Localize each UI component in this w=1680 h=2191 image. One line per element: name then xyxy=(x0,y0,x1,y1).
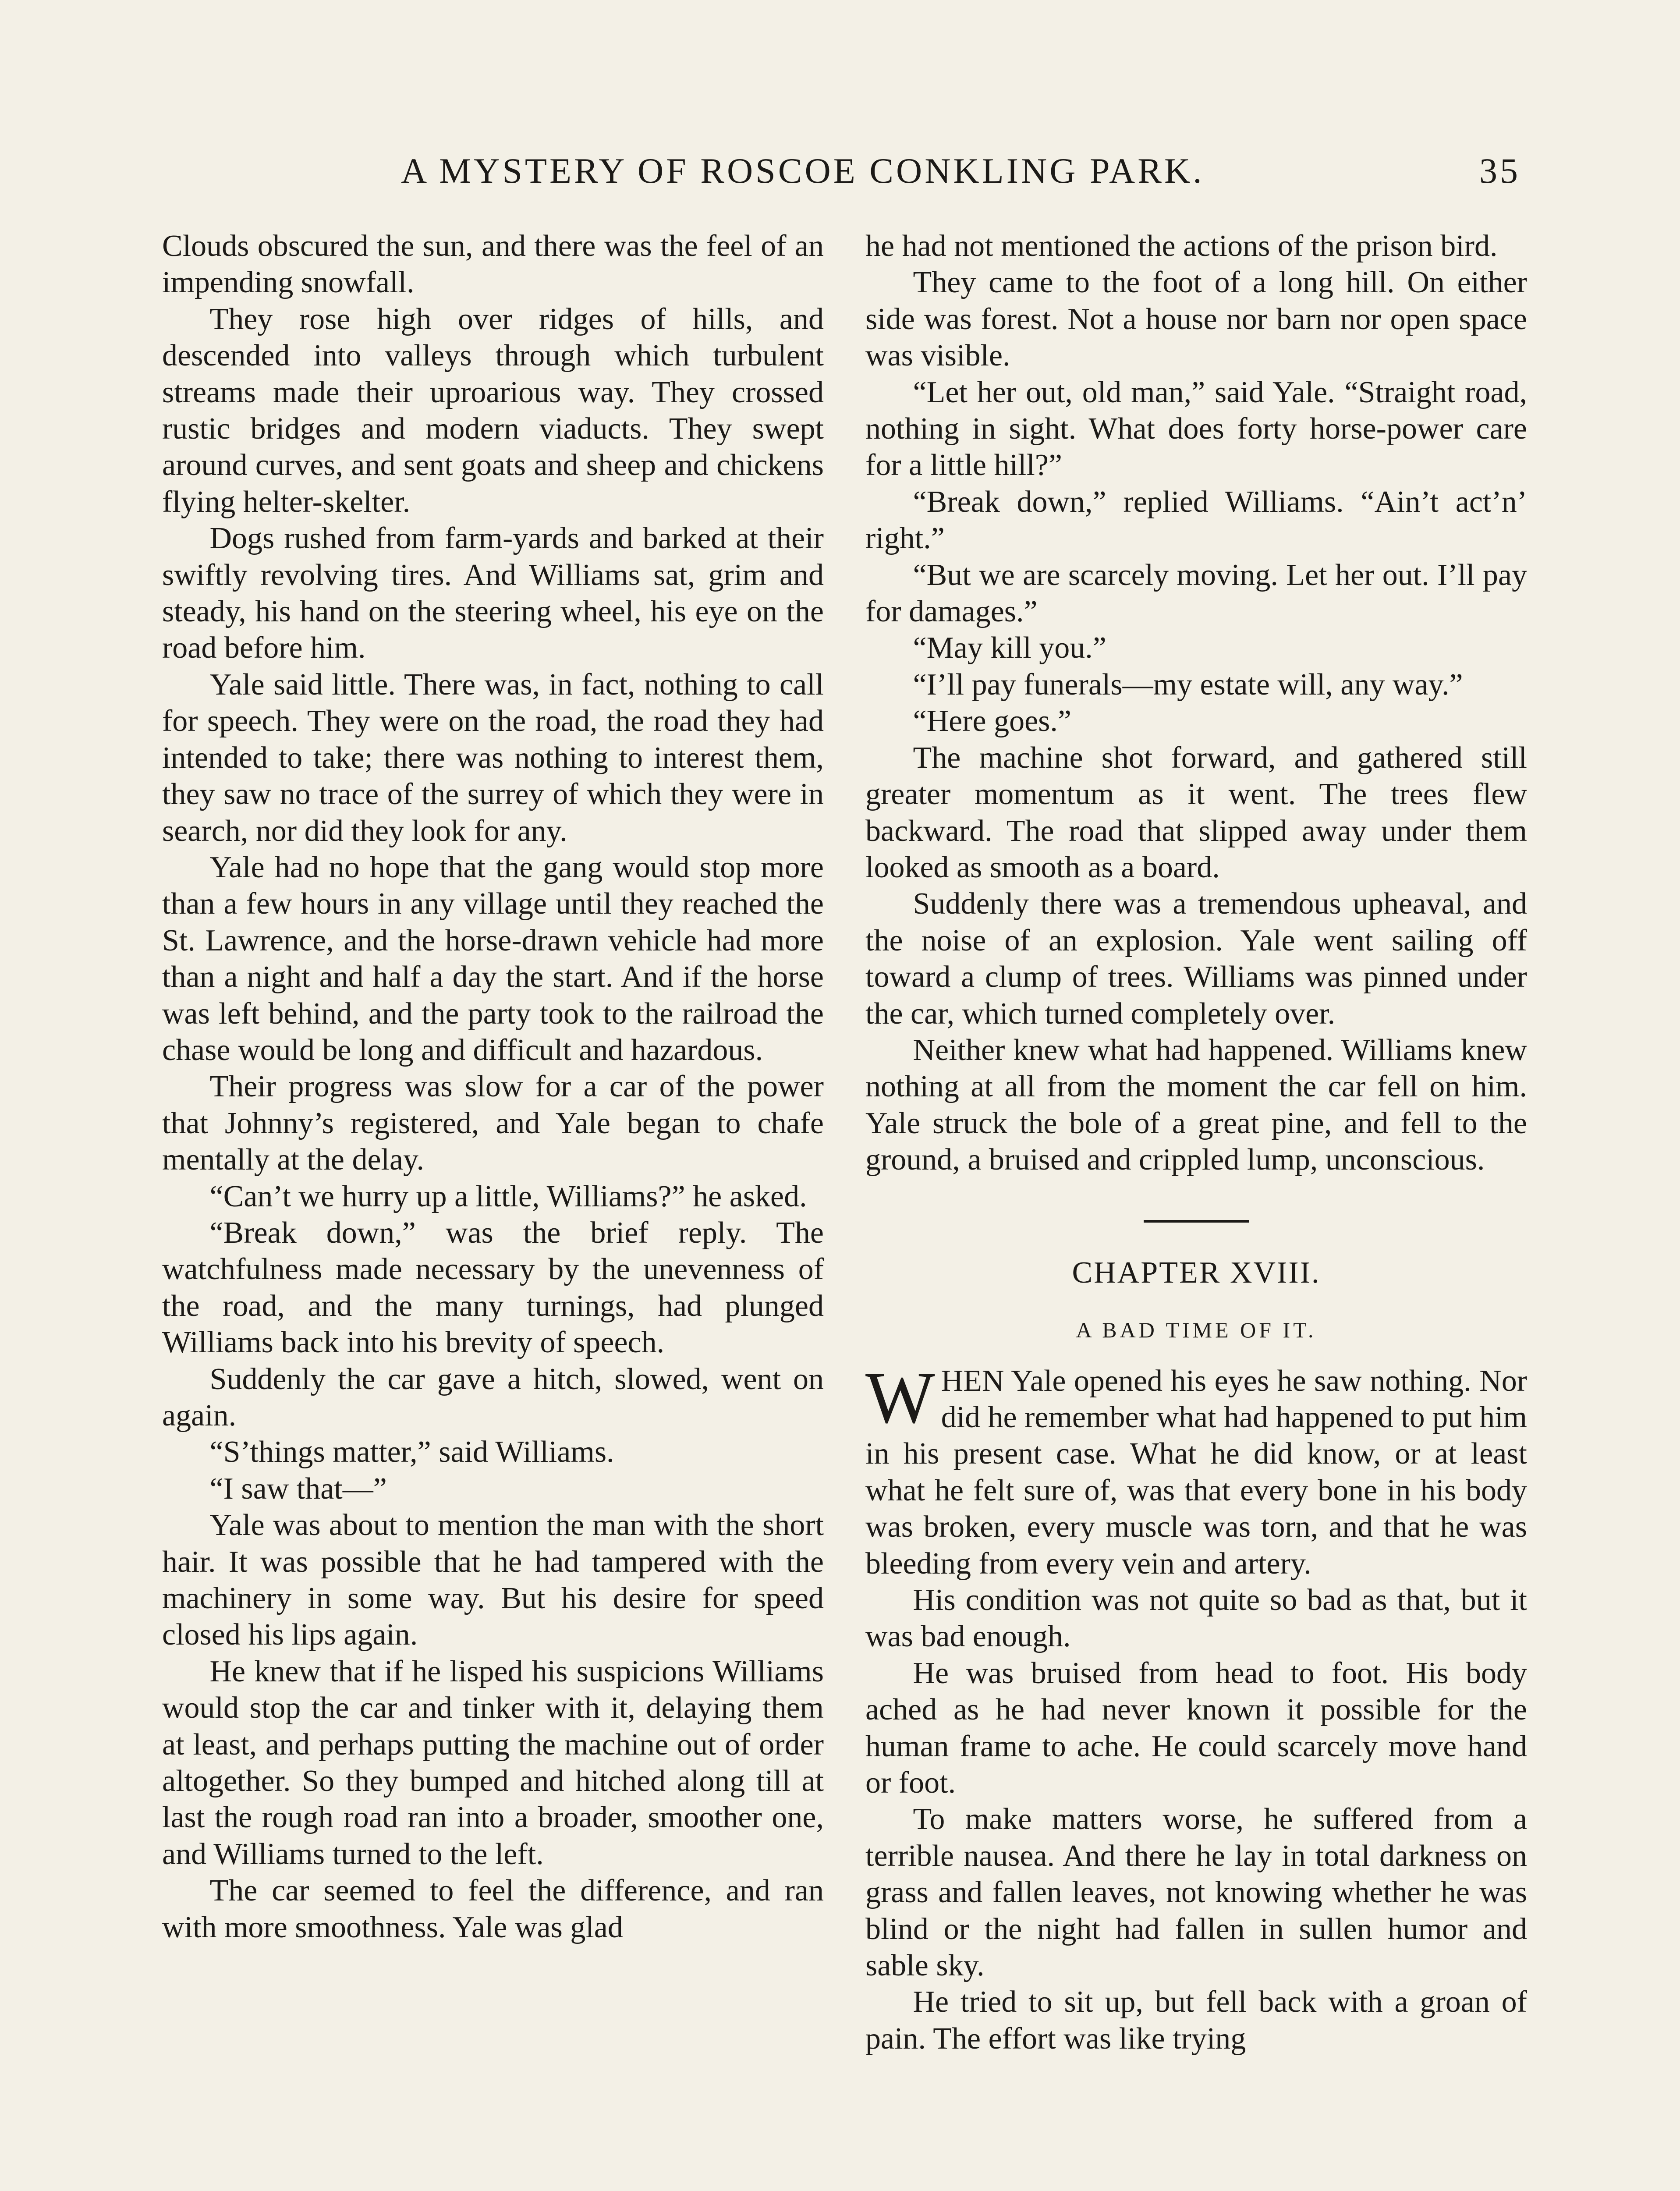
paragraph: Dogs rushed from farm-yards and barked at their swiftly revolving tires. And Williams sat, grim and steady, his hand on the steering wheel, his eye on the road before him. xyxy=(162,521,824,665)
chapter-subtitle: A BAD TIME OF IT. xyxy=(1076,1317,1317,1342)
paragraph: Neither knew what had happened. Williams knew nothing at all from the moment the car fell on him. Yale struck the bole of a great pine, and fell to the ground, a bruised and crippled lump, unconscious. xyxy=(865,1033,1527,1177)
paragraph: “Let her out, old man,” said Yale. “Straight road, nothing in sight. What does forty horse-power care for a little hill?” xyxy=(865,375,1527,482)
right-column xyxy=(865,228,1527,2057)
paragraph: “But we are scarcely moving. Let her out. I’ll pay for damages.” xyxy=(865,558,1527,629)
paragraph: “Break down,” replied Williams. “Ain’t act’n’ right.” xyxy=(865,485,1527,556)
paragraph: Yale was about to mention the man with the short hair. It was possible that he had tampered with the machinery in some way. But his desire for speed closed his lips again. xyxy=(162,1508,824,1652)
paragraph: “May kill you.” xyxy=(913,631,1106,665)
paragraph: Suddenly there was a tremendous upheaval, and the noise of an explosion. Yale went sailing off toward a clump of trees. Williams was pinned under the car, which turned completely over. xyxy=(865,887,1527,1031)
left-column xyxy=(162,228,824,1946)
right-column-top-text xyxy=(865,228,1527,1178)
paragraph: They came to the foot of a long hill. On either side was forest. Not a house nor barn nor open space was visible. xyxy=(865,266,1527,373)
right-column-bottom-text xyxy=(865,1582,1527,2057)
section-divider xyxy=(1144,1220,1249,1223)
drop-cap: W xyxy=(865,1357,935,1439)
paragraph: Their progress was slow for a car of the power that Johnny’s registered, and Yale began to chafe mentally at the delay. xyxy=(162,1070,824,1177)
paragraph: He knew that if he lisped his suspicions Williams would stop the car and tinker with it, delaying them at least, and perhaps putting the machine out of order altogether. So they bumped and hitched along till at last the rough road ran into a broader, smoother one, and Williams turned to the left. xyxy=(162,1654,824,1871)
paragraph: “Break down,” was the brief reply. The watchfulness made necessary by the unevenness of the road, and the many turnings, had plunged Williams back into his brevity of speech. xyxy=(162,1216,824,1360)
paragraph: To make matters worse, he suffered from a terrible nausea. And there he lay in total darkness on grass and fallen leaves, not knowing whether he was blind or the night had fallen in sullen humor and sable sky. xyxy=(865,1802,1527,1983)
paragraph: “I’ll pay funerals—my estate will, any way.” xyxy=(913,667,1463,702)
paragraph: He tried to sit up, but fell back with a groan of pain. The effort was like trying xyxy=(865,1985,1527,2056)
chapter-opening-paragraph xyxy=(865,1357,1527,1582)
paragraph: “Can’t we hurry up a little, Williams?” he asked. xyxy=(209,1179,807,1213)
opening-paragraph-text: HEN Yale opened his eyes he saw nothing. Nor did he remember what had happened to put him in his present case. What he did know, or at least what he felt sure of, was that every bone in his body was broken, every muscle was torn, and that he was bleeding from every vein and artery. xyxy=(865,1364,1527,1581)
paragraph: he had not mentioned the actions of the prison bird. xyxy=(865,229,1498,263)
paragraph: The machine shot forward, and gathered still greater momentum as it went. The trees flew backward. The road that slipped away under them looked as smooth as a board. xyxy=(865,741,1527,884)
paragraph: “Here goes.” xyxy=(913,704,1071,738)
paragraph: Clouds obscured the sun, and there was the feel of an impending snowfall. xyxy=(162,229,824,300)
paragraph: “S’things matter,” said Williams. xyxy=(209,1435,614,1469)
page-number: 35 xyxy=(1479,151,1521,191)
paragraph: He was bruised from head to foot. His body ached as he had never known it possible for the human frame to ache. He could scarcely move hand or foot. xyxy=(865,1656,1527,1800)
paragraph: Yale had no hope that the gang would stop more than a few hours in any village until they reached the St. Lawrence, and the horse-drawn vehicle had more than a night and half a day the start. And if the horse was left behind, and the party took to the railroad the chase would be long and difficult and hazardous. xyxy=(162,850,824,1067)
paragraph: His condition was not quite so bad as that, but it was bad enough. xyxy=(865,1583,1527,1654)
paragraph: Yale said little. There was, in fact, nothing to call for speech. They were on the road, the road they had intended to take; there was nothing to interest them, they saw no trace of the surrey of which they were in search, nor did they look for any. xyxy=(162,667,824,848)
paragraph: “I saw that—” xyxy=(209,1471,387,1506)
paragraph: The car seemed to feel the difference, and ran with more smoothness. Yale was glad xyxy=(162,1874,824,1944)
paragraph: They rose high over ridges of hills, and descended into valleys through which turbulent streams made their uproarious way. They crossed rustic bridges and modern viaducts. They swept around curves, and sent goats and sheep and chickens flying helter-skelter. xyxy=(162,302,824,519)
running-title: A MYSTERY OF ROSCOE CONKLING PARK. xyxy=(401,151,1205,191)
paragraph: Suddenly the car gave a hitch, slowed, went on again. xyxy=(162,1362,824,1432)
chapter-title: CHAPTER XVIII. xyxy=(1072,1255,1321,1290)
